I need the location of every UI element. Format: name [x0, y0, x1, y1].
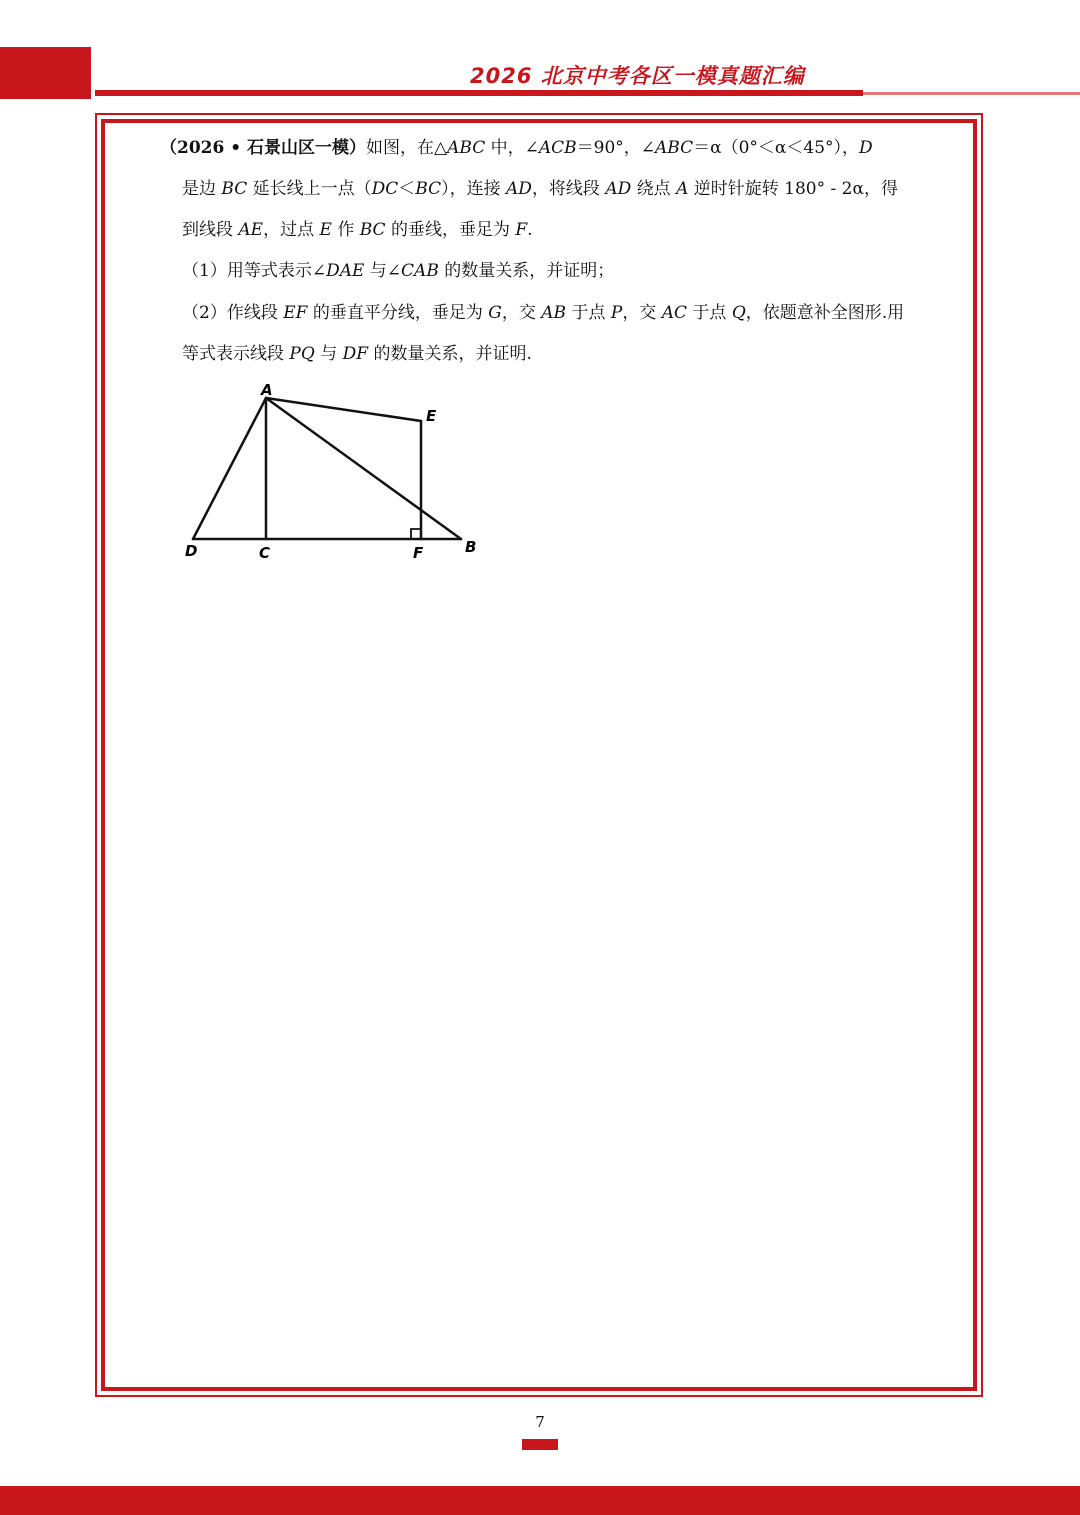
right-angle-mark-F	[411, 529, 421, 539]
text-span: 如图，在△	[366, 138, 448, 158]
header-corner-block	[0, 47, 91, 99]
geometry-figure	[180, 380, 485, 565]
math-span: DAE	[326, 261, 365, 281]
math-span: DF	[342, 344, 369, 364]
page-number: 7	[535, 1413, 545, 1431]
text-span: 的数量关系，并证明；	[438, 261, 615, 281]
text-span: （2）作线段	[182, 303, 284, 323]
text-span: 于点	[566, 303, 611, 323]
footer-band	[0, 1486, 1080, 1515]
math-span: F	[515, 220, 528, 240]
label-D: D	[185, 542, 198, 560]
math-span: AB	[541, 303, 567, 323]
header-rule	[95, 90, 863, 96]
text-span: 的垂直平分线，垂足为	[307, 303, 489, 323]
label-A: A	[261, 381, 273, 399]
math-span: AC	[661, 303, 688, 323]
text-span: 的垂线，垂足为	[385, 220, 516, 240]
question-2	[182, 301, 904, 325]
text-span: ），连接	[441, 179, 507, 199]
header-title: 2026 北京中考各区一模真题汇编	[470, 64, 805, 88]
label-B: B	[465, 538, 477, 556]
math-span: ABC	[447, 138, 486, 158]
problem-line-1	[160, 136, 873, 160]
text-span: 等式表示线段	[182, 344, 290, 364]
math-span: A	[676, 179, 689, 199]
math-span: ACB	[538, 138, 577, 158]
text-span: ＝α（0°＜α＜45°），	[693, 138, 860, 158]
text-span: .	[527, 220, 533, 240]
math-span: PQ	[289, 344, 315, 364]
label-C: C	[259, 544, 271, 562]
text-span: （1）用等式表示∠	[182, 261, 327, 281]
math-span: DC	[371, 179, 399, 199]
math-span: AD	[506, 179, 532, 199]
math-span: G	[488, 303, 502, 323]
math-span: EF	[283, 303, 308, 323]
text-span: 的数量关系，并证明.	[368, 344, 532, 364]
label-F: F	[413, 544, 424, 562]
problem-source: （2026 • 石景山区一模）	[160, 138, 367, 158]
text-span: 绕点	[631, 179, 677, 199]
math-span: E	[319, 220, 332, 240]
text-span: ＝90°，∠	[576, 138, 656, 158]
text-span: ＜	[398, 179, 416, 199]
math-span: BC	[415, 179, 442, 199]
problem-line-2	[182, 177, 898, 201]
text-span: 到线段	[182, 220, 239, 240]
math-span: P	[610, 303, 623, 323]
text-span: ，交	[501, 303, 542, 323]
text-span: 中，∠	[485, 138, 539, 158]
text-span: ，过点	[263, 220, 320, 240]
label-E: E	[426, 407, 437, 425]
segment-DA	[193, 398, 266, 539]
text-span: 与∠	[364, 261, 402, 281]
text-span: ，依题意补全图形.用	[745, 303, 905, 323]
math-span: D	[859, 138, 873, 158]
text-span: 延长线上一点（	[247, 179, 372, 199]
segment-AE	[266, 398, 421, 421]
question-1	[182, 259, 614, 283]
text-span: ，交	[622, 303, 662, 323]
text-span: 逆时针旋转 180° - 2α，得	[688, 179, 898, 199]
text-span: 是边	[182, 179, 222, 199]
math-span: BC	[359, 220, 386, 240]
math-span: AE	[238, 220, 264, 240]
header-rule-thin	[863, 92, 1080, 95]
text-span: 作	[331, 220, 360, 240]
text-span: 与	[314, 344, 343, 364]
math-span: ABC	[655, 138, 694, 158]
math-span: CAB	[401, 261, 439, 281]
page-number-bar	[522, 1439, 558, 1450]
text-span: ，将线段	[531, 179, 606, 199]
math-span: Q	[731, 303, 746, 323]
math-span: AD	[605, 179, 632, 199]
problem-line-3	[182, 218, 533, 242]
math-span: BC	[221, 179, 248, 199]
text-span: 于点	[687, 303, 732, 323]
question-2-continued	[182, 342, 532, 366]
